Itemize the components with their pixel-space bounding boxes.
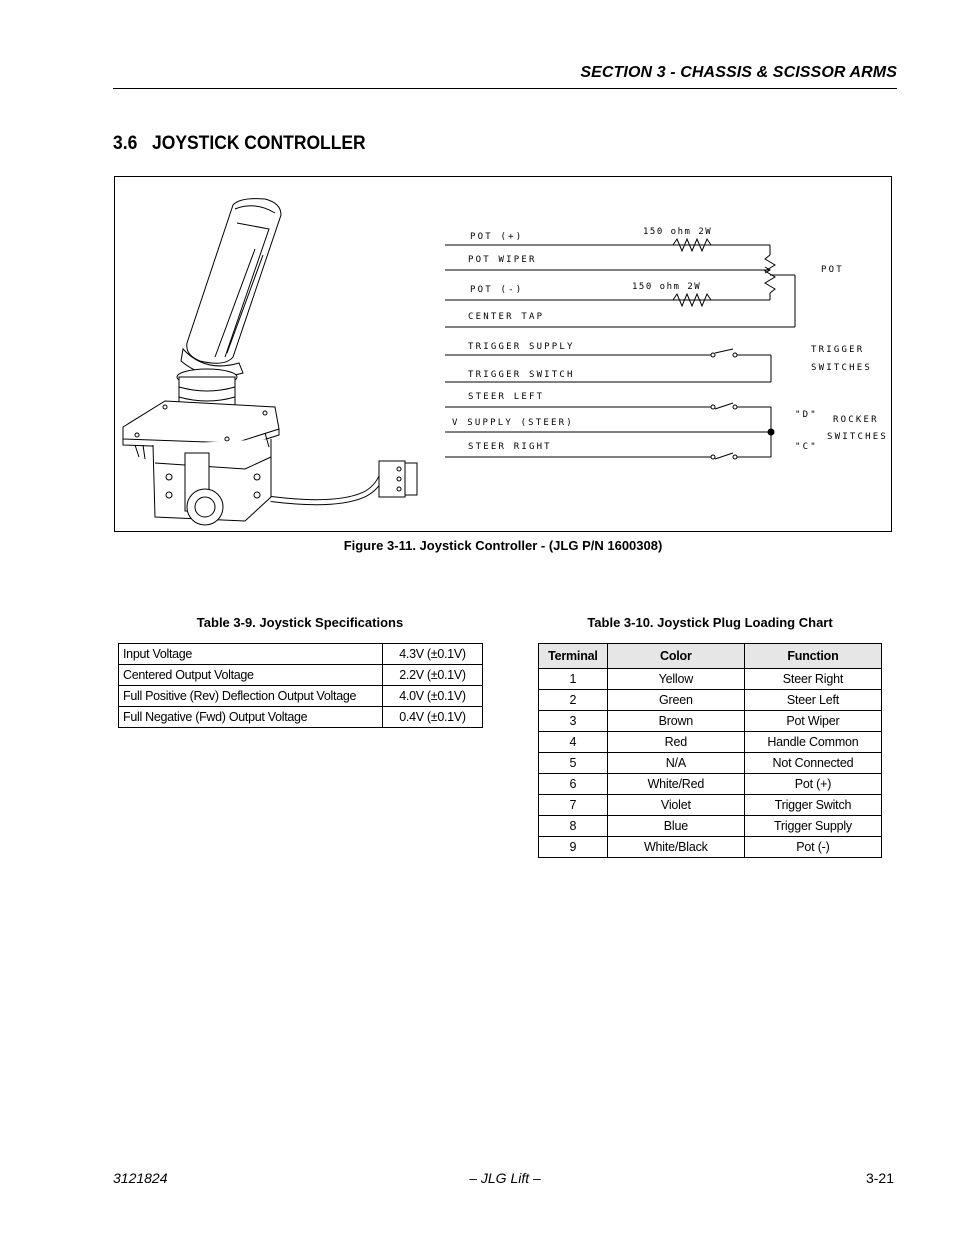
footer-center: – JLG Lift – [469,1170,541,1186]
wire-label-steer-right: STEER RIGHT [468,442,552,452]
spec-value: 0.4V (±0.1V) [383,707,483,728]
resistor-label-bottom: 150 ohm 2W [632,282,702,292]
spec-value: 4.0V (±0.1V) [383,686,483,707]
plug-cell: Handle Common [744,732,881,753]
trigger-label-1: TRIGGER [811,345,865,355]
rocker-d-label: "D" [795,410,818,420]
spec-table-caption: Table 3-9. Joystick Specifications [196,615,404,630]
footer-page-number: 3-21 [865,1170,894,1186]
plug-cell: 7 [539,795,608,816]
plug-cell: 1 [539,669,608,690]
plug-cell: Pot (+) [744,774,881,795]
plug-cell: 6 [539,774,608,795]
spec-row [119,644,483,665]
table-row [539,816,882,837]
plug-cell: Brown [607,711,744,732]
plug-cell: 2 [539,690,608,711]
spec-label: Centered Output Voltage [119,665,383,686]
wire-label-trigger-supply: TRIGGER SUPPLY [468,342,575,352]
spec-table [118,643,483,728]
wire-label-pot-minus: POT (-) [470,285,524,295]
plug-cell: Steer Left [744,690,881,711]
header-rule [113,88,897,89]
joystick-diagram [115,177,891,531]
pot-label: POT [821,265,844,275]
figure-caption: Figure 3-11. Joystick Controller - (JLG P/N 1600308) [343,538,663,553]
table-row [539,732,882,753]
spec-value: 2.2V (±0.1V) [383,665,483,686]
plug-header-cell: Function [744,644,881,669]
wire-label-trigger-switch: TRIGGER SWITCH [468,370,575,380]
plug-cell: Red [607,732,744,753]
table-row [539,774,882,795]
plug-table-caption: Table 3-10. Joystick Plug Loading Chart [587,615,833,630]
spec-label: Full Positive (Rev) Deflection Output Voltage [119,686,383,707]
plug-cell: Violet [607,795,744,816]
plug-cell: Trigger Switch [744,795,881,816]
plug-cell: Pot (-) [744,837,881,858]
wire-label-center-tap: CENTER TAP [468,312,545,322]
plug-cell: Pot Wiper [744,711,881,732]
heading-number: 3.6 [113,133,138,154]
plug-cell: White/Black [607,837,744,858]
heading-title: JOYSTICK CONTROLLER [152,133,366,154]
rocker-label-2: SWITCHES [827,432,888,442]
table-row [539,669,882,690]
table-row [539,690,882,711]
joystick-figure [114,176,892,532]
plug-cell: 8 [539,816,608,837]
wire-label-v-supply: V SUPPLY (STEER) [452,418,574,428]
plug-cell: White/Red [607,774,744,795]
wire-label-steer-left: STEER LEFT [468,392,545,402]
joystick-illustration [123,199,417,525]
plug-cell: N/A [607,753,744,774]
table-row [539,711,882,732]
plug-header-cell: Color [607,644,744,669]
table-row [539,837,882,858]
plug-cell: Yellow [607,669,744,690]
plug-cell: Trigger Supply [744,816,881,837]
section-heading [113,133,366,155]
footer-doc-number: 3121824 [113,1170,168,1186]
rocker-c-label: "C" [795,442,818,452]
table-row [539,795,882,816]
section-header: SECTION 3 - CHASSIS & SCISSOR ARMS [580,64,897,81]
spec-label: Full Negative (Fwd) Output Voltage [119,707,383,728]
plug-table [538,643,882,858]
plug-cell: 9 [539,837,608,858]
spec-value: 4.3V (±0.1V) [383,644,483,665]
plug-cell: Green [607,690,744,711]
spec-label: Input Voltage [119,644,383,665]
resistor-label-top: 150 ohm 2W [643,227,713,237]
plug-header-cell: Terminal [539,644,608,669]
spec-row [119,665,483,686]
plug-cell: 3 [539,711,608,732]
plug-cell: Blue [607,816,744,837]
plug-cell: 5 [539,753,608,774]
plug-cell: 4 [539,732,608,753]
wire-label-pot-plus: POT (+) [470,232,524,242]
plug-cell: Steer Right [744,669,881,690]
wire-label-pot-wiper: POT WIPER [468,255,537,265]
table-row [539,753,882,774]
trigger-label-2: SWITCHES [811,363,872,373]
spec-row [119,686,483,707]
rocker-label-1: ROCKER [833,415,879,425]
plug-cell: Not Connected [744,753,881,774]
spec-row [119,707,483,728]
